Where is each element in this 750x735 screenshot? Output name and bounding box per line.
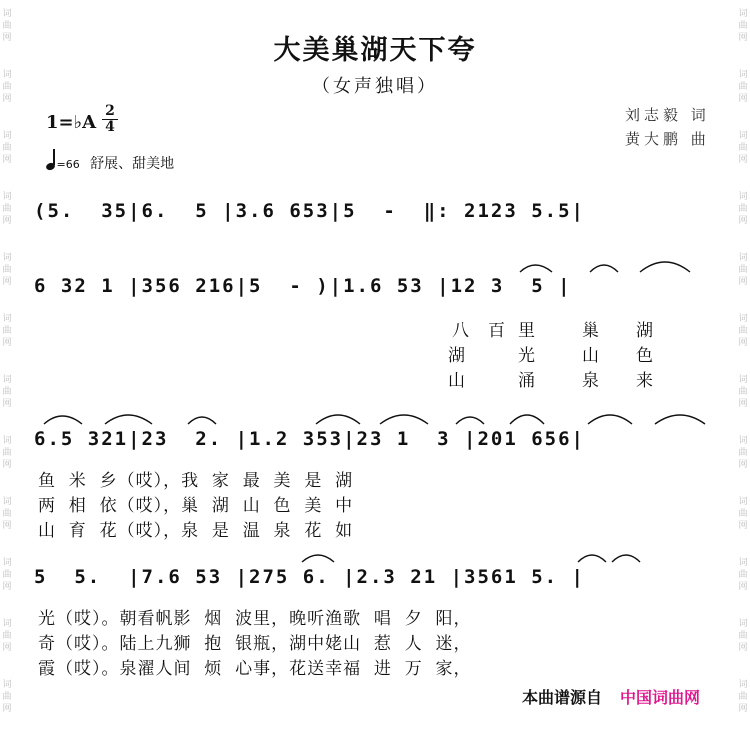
lyric-char: 光 [518,346,536,366]
score-line-1: (5. 35|6. 5 |3.6 653|5 - ‖: 2123 5.5| [34,200,585,222]
slur [456,417,484,424]
slur [105,415,152,424]
tempo-expression: 舒展、甜美地 [90,156,175,172]
key-signature: 1=♭A [46,112,97,133]
watermark-right: 词曲网 词曲网 词曲网 词曲网 词曲网 词曲网 词曲网 词曲网 词曲网 词曲网 词曲网 词曲网 [738,9,748,714]
source-brand[interactable]: 中国词曲网 [620,688,701,707]
lyric-char: 色 [636,346,654,366]
tempo-bpm: =66 [56,158,80,171]
lyric-char: 巢 [582,321,600,341]
lyric-char: 湖 [636,321,654,341]
lyric-char: 山 [448,371,466,391]
slur [588,415,632,424]
lyrics-verse2-line2: 两 相 依（哎），巢 湖 山 色 美 中 [38,496,354,516]
slur [520,265,552,272]
source-label: 本曲谱源自 [522,688,603,707]
lyric-char: 八 [452,321,470,341]
slur [380,415,428,424]
slur [316,415,360,424]
slur [612,555,640,562]
lyricist-credit: 刘志毅 词 [625,106,710,124]
lyrics-verse1-line3: 光（哎）。朝看帆影 烟 波里，晚听渔歌 唱 夕 阳， [38,609,472,629]
score-line-2: 6 32 1 |356 216|5 - )|1.6 53 |12 3 5 | [34,275,572,297]
lyric-char: 涌 [518,371,536,391]
score-line-3: 6.5 321|23 2. |1.2 353|23 1 3 |201 656| [34,428,585,450]
song-title: 大美巢湖天下夸 [273,35,477,66]
slur [590,265,618,272]
lyric-char: 来 [636,371,654,391]
lyric-char: 山 [582,346,600,366]
time-signature-top: 2 [105,103,115,119]
slur [510,415,544,424]
lyrics-verse3-line3: 霞（哎）。泉濯人间 烦 心事，花送幸福 进 万 家， [38,659,472,679]
lyrics-verse2-line3: 奇（哎）。陆上九狮 抱 银瓶，湖中姥山 惹 人 迷， [38,634,472,654]
score-line-4: 5 5. |7.6 53 |275 6. |2.3 21 |3561 5. | [34,566,585,588]
slur [44,416,82,424]
lyric-char: 里 [518,321,536,341]
lyrics-verse3-line2: 山 育 花（哎），泉 是 温 泉 花 如 [38,521,354,541]
lyrics-verse1-line2: 鱼 米 乡（哎），我 家 最 美 是 湖 [38,471,354,491]
lyric-char: 百 [488,321,506,341]
source-credit [522,685,700,708]
slur [640,262,690,272]
slur [655,415,705,424]
time-signature-bottom: 4 [102,119,118,135]
slur [302,555,334,562]
slur [188,417,216,424]
lyric-char: 湖 [448,346,466,366]
song-subtitle: （女声独唱） [312,76,438,97]
watermark-left: 词曲网 词曲网 词曲网 词曲网 词曲网 词曲网 词曲网 词曲网 词曲网 词曲网 词曲网 词曲网 [2,9,12,714]
composer-credit: 黄大鹏 曲 [625,130,710,148]
slur [578,555,606,562]
lyric-char: 泉 [582,371,600,391]
